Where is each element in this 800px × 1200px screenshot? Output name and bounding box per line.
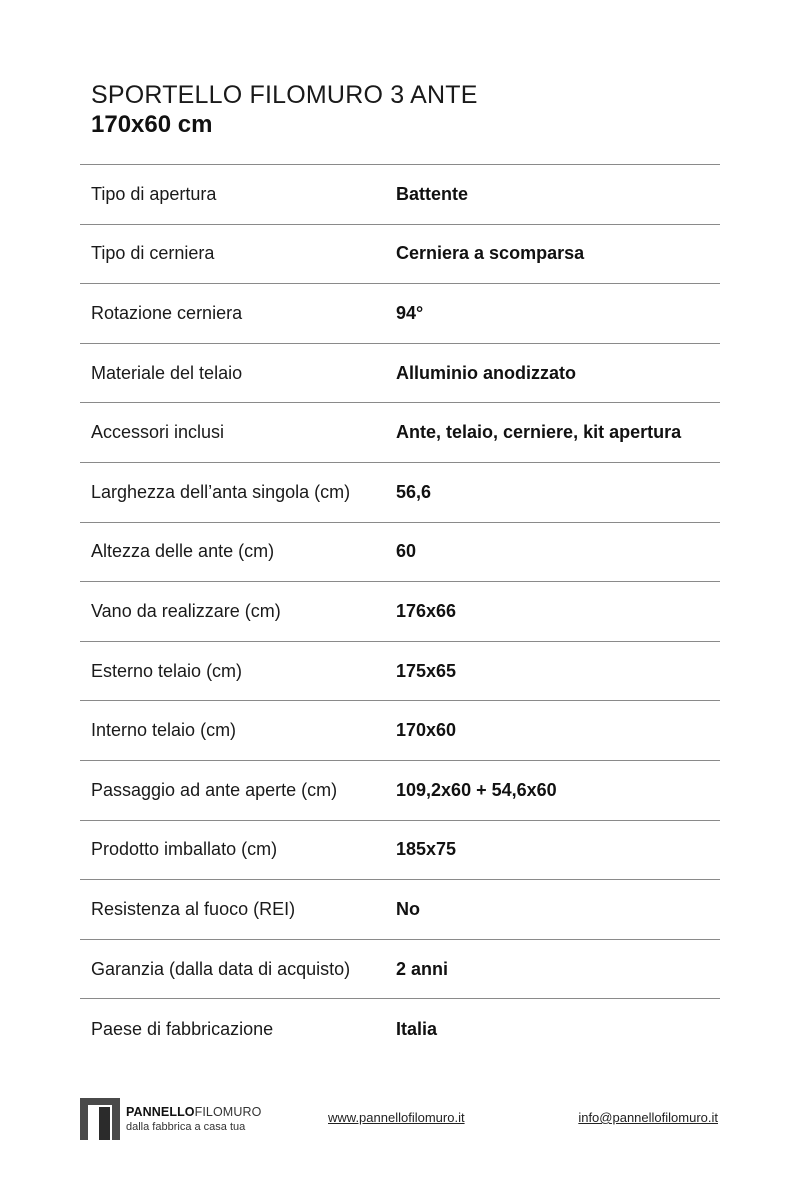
spec-row-tipo-cerniera [80, 225, 720, 285]
spec-row-resistenza-fuoco [80, 880, 720, 940]
spec-label: Materiale del telaio [91, 362, 243, 383]
spec-value: 175x65 [396, 660, 457, 681]
spec-row-paese [80, 999, 720, 1059]
door-frame-logo-icon [80, 1098, 120, 1140]
spec-row-tipo-apertura [80, 165, 720, 225]
spec-row-esterno-telaio [80, 642, 720, 702]
spec-label: Interno telaio (cm) [91, 720, 237, 741]
brand-tagline: dalla fabbrica a casa tua [126, 1120, 246, 1133]
spec-row-vano [80, 582, 720, 642]
page-footer [80, 1098, 720, 1142]
spec-row-interno-telaio [80, 701, 720, 761]
spec-label: Resistenza al fuoco (REI) [91, 898, 296, 919]
spec-value: 94° [396, 302, 424, 323]
spec-label: Altezza delle ante (cm) [91, 541, 275, 562]
spec-label: Garanzia (dalla data di acquisto) [91, 958, 351, 979]
spec-row-rotazione [80, 284, 720, 344]
spec-value: 109,2x60 + 54,6x60 [396, 779, 557, 800]
document-header [91, 80, 478, 140]
spec-value: 56,6 [396, 481, 432, 502]
spec-value: 2 anni [396, 958, 449, 979]
spec-row-accessori [80, 403, 720, 463]
brand-text [126, 1105, 261, 1134]
spec-row-garanzia [80, 940, 720, 1000]
spec-value: Battente [396, 183, 469, 204]
spec-value: Alluminio anodizzato [396, 362, 576, 383]
product-title: SPORTELLO FILOMURO 3 ANTE [91, 81, 478, 109]
brand-name-bold: PANNELLO [126, 1104, 195, 1119]
spec-value: 185x75 [396, 839, 457, 860]
spec-label: Prodotto imballato (cm) [91, 839, 278, 860]
email-link[interactable]: info@pannellofilomuro.it [578, 1110, 718, 1125]
spec-label: Passaggio ad ante aperte (cm) [91, 779, 338, 800]
spec-value: 176x66 [396, 600, 457, 621]
spec-value: Ante, telaio, cerniere, kit apertura [396, 422, 682, 443]
spec-label: Accessori inclusi [91, 422, 225, 443]
brand-logo [80, 1098, 261, 1140]
spec-label: Tipo di apertura [91, 183, 217, 204]
brand-name [126, 1105, 261, 1120]
spec-label: Paese di fabbricazione [91, 1018, 274, 1039]
spec-label: Rotazione cerniera [91, 302, 243, 323]
spec-row-materiale [80, 344, 720, 404]
spec-row-imballato [80, 821, 720, 881]
spec-row-passaggio [80, 761, 720, 821]
spec-label: Tipo di cerniera [91, 243, 215, 264]
website-link[interactable]: www.pannellofilomuro.it [328, 1110, 465, 1125]
spec-value: Cerniera a scomparsa [396, 243, 585, 264]
spec-table [80, 164, 720, 1059]
spec-label: Vano da realizzare (cm) [91, 600, 281, 621]
spec-row-larghezza [80, 463, 720, 523]
spec-label: Esterno telaio (cm) [91, 660, 243, 681]
spec-value: 170x60 [396, 720, 457, 741]
brand-name-light: FILOMURO [194, 1104, 262, 1119]
spec-label: Larghezza dell’anta singola (cm) [91, 481, 351, 502]
spec-row-altezza [80, 523, 720, 583]
spec-value: 60 [396, 541, 417, 562]
product-size: 170x60 cm [91, 111, 213, 138]
spec-value: No [396, 898, 420, 919]
spec-value: Italia [396, 1018, 438, 1039]
